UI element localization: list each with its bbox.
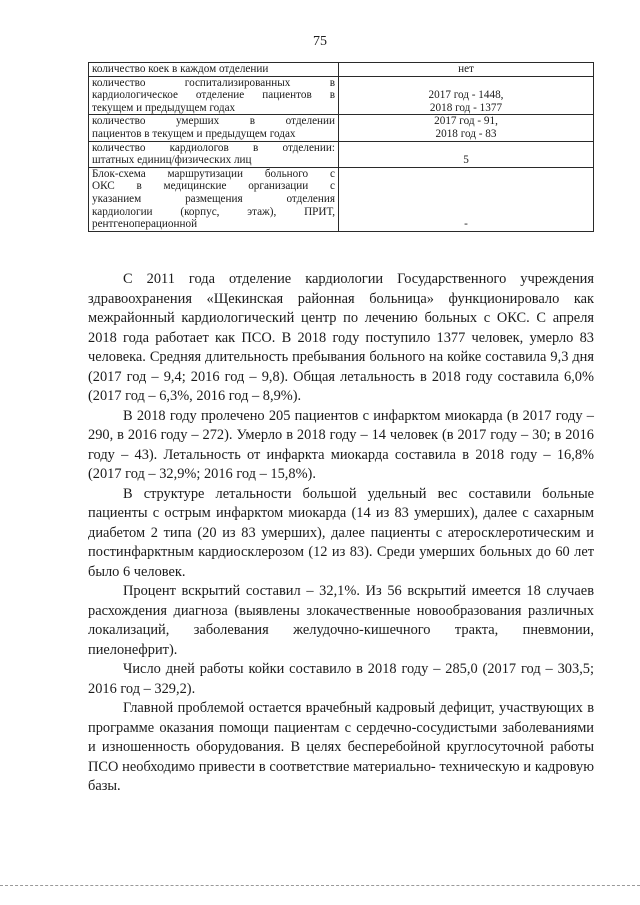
row-value-line: 2018 год - 1377 [429,101,503,114]
row-value [339,141,594,167]
table-row [89,167,594,231]
page-number: 75 [313,34,327,49]
row-label-line: рентгеноперационной [92,218,198,231]
row-value-line: - [464,218,468,231]
paragraph: Главной проблемой остается врачебный кадровый дефицит, участвующих в программе оказания помощи пациентам с сердечно-сосудистыми заболеваниями и изношенность оборудования. В целях бесперебойной круглосуточной работы ПСО необходимо привести в соответствие материально- техническую и кадровую базы. [88,700,594,794]
table-row [89,141,594,167]
row-label-line: штатных единиц/физических лиц [92,154,252,167]
row-label [89,63,339,77]
row-label-line: указанием размещения отделения [92,192,335,205]
row-value [339,115,594,141]
paragraph: С 2011 года отделение кардиологии Государственного учреждения здравоохранения «Щекинская районная больница» функционировало как межрайонный кардиологический центр по лечению больных с ОКС. С апреля 2018 года работает как ПСО. В 2018 году поступило 1377 человек, умерло 83 человека. Средняя длительность пребывания больного на койке составила 9,3 дня (2017 год – 9,4; 2016 год – 9,8). Общая летальность в 2018 году составила 6,0% (2017 год – 6,3%, 2016 год – 8,9%). [88,271,594,404]
row-value [339,63,594,77]
row-value-line: 2018 год - 83 [435,127,497,140]
row-value-line: 5 [463,154,469,167]
row-value [339,167,594,231]
row-label [89,76,339,115]
row-label-line: ОКС в медицинские организации с [92,180,335,193]
paragraph: В структуре летальности большой удельный вес составили больные пациенты с острым инфарктом миокарда (14 из 83 умерших), далее с сахарным диабетом 2 типа (20 из 83 умерших), далее пациенты с атеросклеротическим и постинфарктным кардиосклерозом (12 из 83). Среди умерших больных до 60 лет было 6 человек. [88,485,594,580]
row-label [89,167,339,231]
row-value [339,76,594,115]
row-label-line: кардиологии (корпус, этаж), ПРИТ, [92,205,335,218]
info-table [88,62,594,232]
row-label [89,141,339,167]
row-value-line: 2017 год - 91, [434,115,498,128]
row-label-line: количество кардиологов в отделении: [92,141,335,154]
row-label-line: количество умерших в отделении [92,115,335,128]
row-value-line: нет [458,63,474,75]
paragraph: В 2018 году пролечено 205 пациентов с инфарктом миокарда (в 2017 году – 290, в 2016 году – 272). Умерло в 2018 году – 14 человек (в 2017 году – 30; в 2016 году – 43). Летальность от инфаркта миокарда составила в 2018 году – 16,8% (2017 год – 32,9%; 2016 год – 15,8%). [88,407,594,482]
row-label-line: Блок-схема маршрутизации больного с [92,167,335,180]
row-label-line: текущем и предыдущем годах [92,101,236,114]
table-row [89,76,594,115]
row-label-line: пациентов в текущем и предыдущем годах [92,127,296,140]
body-text [88,270,594,797]
row-label [89,115,339,141]
row-label-line: кардиологическое отделение пациентов в [92,89,335,102]
paragraph: Процент вскрытий составил – 32,1%. Из 56 вскрытий имеется 18 случаев расхождения диагноза (выявлены злокачественные новообразования различных локализаций, заболевания желудочно-кишечного тракта, пневмонии, пиелонефрит). [88,583,594,658]
row-value-line: 2017 год - 1448, [428,89,504,102]
paragraph: Число дней работы койки составило в 2018 году – 285,0 (2017 год – 303,5; 2016 год – 329,2). [88,661,594,697]
footer-divider [0,885,640,886]
row-label-line: количество госпитализированных в [92,76,335,89]
table-row [89,63,594,77]
table-row [89,115,594,141]
table-body [89,63,594,232]
row-label-line: количество коек в каждом отделении [92,63,269,75]
